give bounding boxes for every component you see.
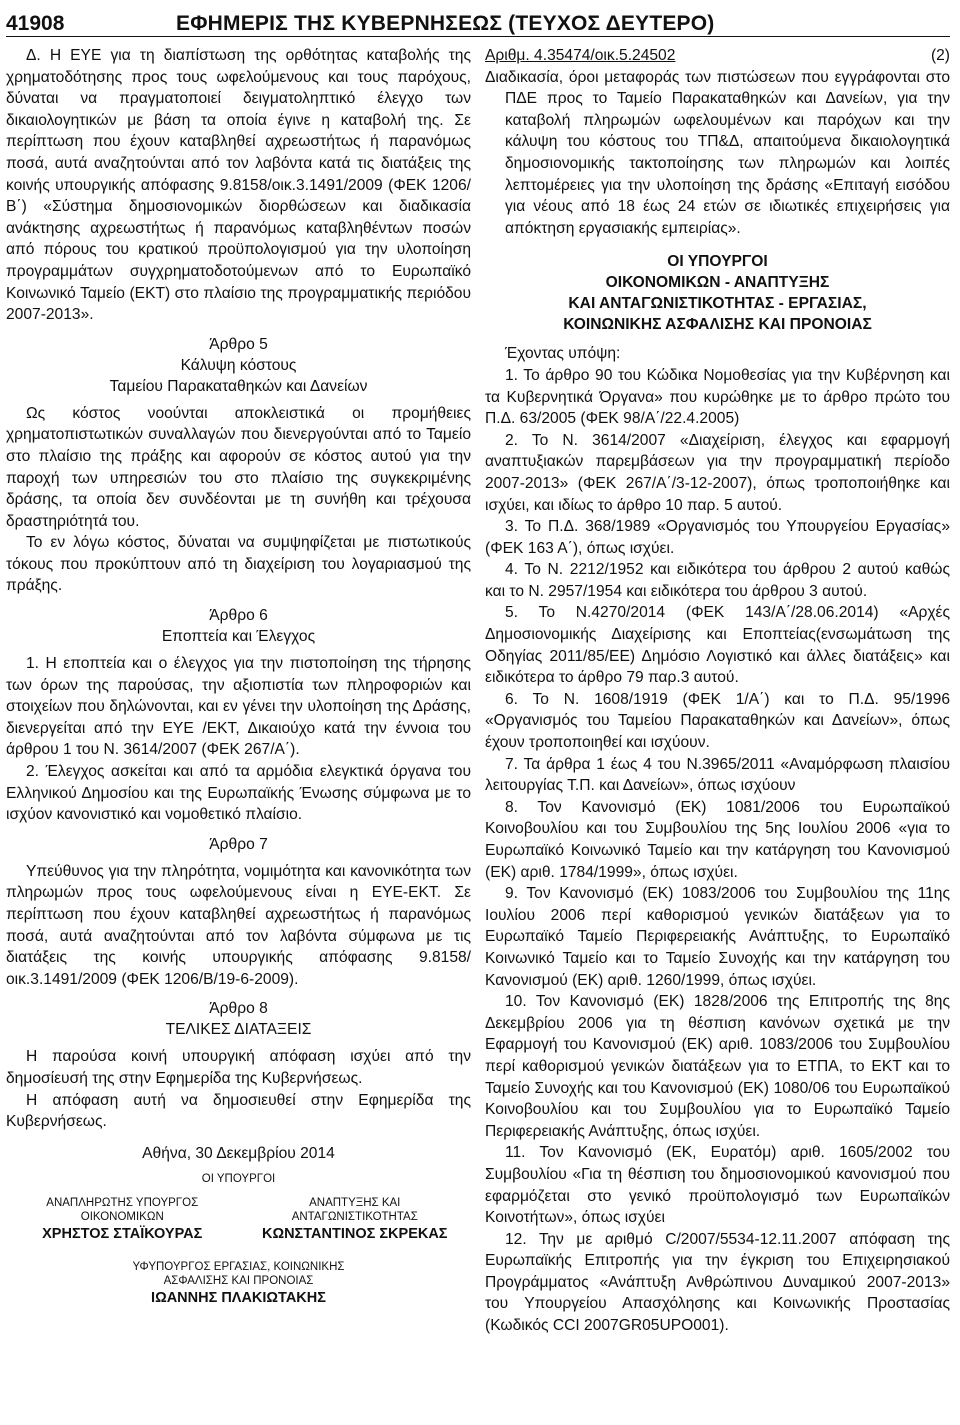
article-6-paragraph-1: 1. Η εποπτεία και ο έλεγχος για την πιστοποίηση της τήρησης των όρων της παρούσας, την αξιοπιστία των πληροφοριών και στοιχείων που δηλώνονται, και εν γένει την υλοποίηση της Δράσης, διενεργείται από την ΕΥΕ /ΕΚΤ, Δικαιούχο κατά την έννοια του άρθρου 1 του Ν. 3614/2007 (ΦΕΚ 267/Α΄). — [6, 655, 471, 759]
signatory-2-title-line1: ΑΝΑΠΤΥΞΗΣ ΚΑΙ — [309, 1197, 401, 1210]
signature-block — [6, 1143, 471, 1309]
article-6-heading — [6, 605, 471, 647]
signatory-1-title-line2: ΟΙΚΟΝΟΜΙΚΩΝ — [80, 1211, 164, 1224]
ministers-heading-line1: ΟΙ ΥΠΟΥΡΓΟΙ — [667, 253, 768, 271]
signatory-1 — [6, 1196, 239, 1244]
recital-item: 3. Το Π.Δ. 368/1989 «Οργανισμός του Υπουργείου Εργασίας» (ΦΕΚ 163 Α΄), όπως ισχύει. — [485, 518, 950, 557]
signatory-1-title-line1: ΑΝΑΠΛΗΡΩΤΗΣ ΥΠΟΥΡΓΟΣ — [46, 1197, 199, 1210]
ministers-heading-line2: ΟΙΚΟΝΟΜΙΚΩΝ - ΑΝΑΠΤΥΞΗΣ — [605, 274, 830, 292]
article-5-paragraph-2: Το εν λόγω κόστος, δύναται να συμψηφίζεται με πιστωτικούς τόκους που προκύπτουν από τη διαχείριση του λογαριασμού της πράξης. — [6, 534, 471, 595]
recital-item: 12. Την με αριθμό C/2007/5534-12.11.2007 απόφαση της Ευρωπαϊκής Επιτροπής για την έγκριση του Επιχειρησιακού Προγράμματος «Ανάπτυξη Ανθρώπινου Δυναμικού 2007-2013» του Υπουργείου Απασχόλησης και Κοινωνικής Προστασίας (Κωδικός CCI 2007GR05UPO001). — [485, 1230, 950, 1335]
page-header — [6, 0, 950, 37]
recital-item: 6. Το Ν. 1608/1919 (ΦΕΚ 1/Α΄) και το Π.Δ. 95/1996 «Οργανισμός του Ταμείου Παρακαταθηκών και Δανείων», όπως έχουν τροποποιηθεί και ισχύουν. — [485, 690, 950, 752]
article-7-paragraph-1: Υπεύθυνος για την πληρότητα, νομιμότητα και κανονικότητα των πληρωμών προς τους ωφελούμενους είναι η ΕΥΕ-ΕΚΤ. Σε περίπτωση που έχουν καταβληθεί αχρεωστήτως ή παρανόμως ποσά, αυτά αναζητούνται από τον λαβόντα σύμφωνα με τις διατάξεις της κοινής υπουργικής απόφασης 9.8158/οικ.3.1491/2009 (ΦΕΚ 1206/Β/19-6-2009). — [6, 862, 471, 988]
place-date: Αθήνα, 30 Δεκεμβρίου 2014 — [142, 1144, 335, 1162]
right-column — [485, 45, 950, 1337]
having-regard: Έχοντας υπόψη: — [505, 345, 621, 363]
signatory-2 — [239, 1196, 472, 1244]
article-5-heading — [6, 334, 471, 397]
article-8-heading — [6, 998, 471, 1040]
recital-item: 7. Τα άρθρα 1 έως 4 του Ν.3965/2011 «Αναμόρφωση πλαισίου λειτουργίας Τ.Π. και Δανείων», όπως ισχύουν — [485, 755, 950, 795]
recital-item: 11. Τον Κανονισμό (ΕΚ, Ευρατόμ) αριθ. 1605/2002 του Συμβουλίου «Για τη θέσπιση του δημοσιονομικού κανονισμού που εφαρμόζεται στο γενικό προϋπολογισμό των Ευρωπαϊκών Κοινοτήτων», όπως ισχύει — [485, 1144, 950, 1227]
ministers-label: ΟΙ ΥΠΟΥΡΓΟΙ — [201, 1173, 276, 1186]
article-7-heading — [6, 834, 471, 855]
signatory-3-title-line2: ΑΣΦΑΛΙΣΗΣ ΚΑΙ ΠΡΟΝΟΙΑΣ — [163, 1275, 314, 1288]
article-6-title: Εποπτεία και Έλεγχος — [161, 628, 316, 646]
signatory-3-name: ΙΩΑΝΝΗΣ ΠΛΑΚΙΩΤΑΚΗΣ — [151, 1290, 326, 1307]
recital-item: 1. Το άρθρο 90 του Κώδικα Νομοθεσίας για την Κυβέρνηση και τα Κυβερνητικά Όργανα» που κυρώθηκε με το άρθρο πρώτο του Π.Δ. 63/2005 (ΦΕΚ 98/Α΄/22.4.2005) — [485, 366, 950, 428]
recital-item: 8. Τον Κανονισμό (ΕΚ) 1081/2006 του Ευρωπαϊκού Κοινοβουλίου και του Συμβουλίου της 5ης Ιουλίου 2006 «για το Ευρωπαϊκό Κοινωνικό Ταμείο και την κατάργηση του Κανονισμού (ΕΚ) αριθ. 1784/1999», όπως ισχύει. — [485, 798, 950, 881]
recital-item: 4. Το Ν. 2212/1952 και ειδικότερα του άρθρου 2 αυτού καθώς και το Ν. 2957/1954 και ειδικότερα του άρθρου 3 αυτού. — [485, 561, 950, 600]
ministers-heading-line3: ΚΑΙ ΑΝΤΑΓΩΝΙΣΤΙΚΟΤΗΤΑΣ - ΕΡΓΑΣΙΑΣ, — [568, 295, 867, 313]
article-6-number: Άρθρο 6 — [209, 607, 268, 625]
decision-title: Διαδικασία, όροι μεταφοράς των πιστώσεων που εγγράφονται στο ΠΔΕ προς το Ταμείο Παρακαταθηκών και Δανείων, για την καταβολή πληρωμών ωφελουμένων και παρόχων και την κάλυψη του κόστους του ΤΠ&Δ, απαιτούμενα δικαιολογητικά δημοσιονομικής τακτοποίησης των πληρωμών και λοιπές λεπτομέρειες για την υλοποίηση της δράσης «Επιταγή εισόδου για νέους από 18 έως 24 ετών σε ιδιωτικές επιχειρήσεις για απόκτηση εργασιακής εμπειρίας». — [485, 68, 950, 237]
recital-item: 10. Τον Κανονισμό (ΕΚ) 1828/2006 της Επιτροπής της 8ης Δεκεμβρίου 2006 για τη θέσπιση κανόνων σχετικά με την Εφαρμογή του Κανονισμού (ΕΚ) αριθ. 1083/2006 του Συμβουλίου περί καθορισμού γενικών διατάξεων για το ΕΤΠΑ, το ΕΚΤ και το Ταμείο Συνοχής και του Κανονισμού (ΕΚ) 1080/06 του Ευρωπαϊκού Κοινοβουλίου και του Συμβουλίου για το Ευρωπαϊκό Ταμείο Περιφερειακής Ανάπτυξης, όπως ισχύει. — [485, 993, 950, 1140]
page-number: 41908 — [6, 12, 65, 35]
article-8-paragraph-1: Η παρούσα κοινή υπουργική απόφαση ισχύει από την δημοσίευσή της στην Εφημερίδα της Κυβερνήσεως. — [6, 1048, 471, 1087]
ministers-heading — [485, 251, 950, 335]
recital-item: 9. Τον Κανονισμό (ΕΚ) 1083/2006 του Συμβουλίου της 11ης Ιουλίου 2006 περί καθορισμού γενικών διατάξεων για το Ευρωπαϊκό Ταμείο Περιφερειακής Ανάπτυξης, το Ευρωπαϊκό Κοινωνικό Ταμείο και το Ταμείο Συνοχής και την κατάργηση του Κανονισμού (ΕΚ) αριθ. 1260/1999, όπως ισχύει. — [485, 885, 950, 989]
article-8-number: Άρθρο 8 — [209, 1000, 268, 1018]
article-6-paragraph-2: 2. Έλεγχος ασκείται και από τα αρμόδια ελεγκτικά όργανα του Ελληνικού Δημοσίου και της Ευρωπαϊκής Ένωσης σύμφωνα με το ισχύον κανονιστικό και νομοθετικό πλαίσιο. — [6, 763, 471, 824]
article-5-number: Άρθρο 5 — [209, 335, 268, 353]
article-5-title-line1: Κάλυψη κόστους — [180, 356, 297, 374]
signatory-2-title-line2: ΑΝΤΑΓΩΝΙΣΤΙΚΟΤΗΤΑΣ — [291, 1211, 418, 1224]
decision-index: (2) — [930, 47, 950, 64]
signatory-3 — [6, 1260, 471, 1308]
recital-item: 5. Το Ν.4270/2014 (ΦΕΚ 143/Α΄/28.06.2014) «Αρχές Δημοσιονομικής Διαχείρισης και Εποπτείας(ενσωμάτωση της Οδηγίας 2011/85/ΕΕ) Δημόσιο Λογιστικό και άλλες διατάξεις» και ειδικότερα το άρθρο 79 παρ.3 αυτού. — [485, 604, 950, 687]
article-8-title: ΤΕΛΙΚΕΣ ΔΙΑΤΑΞΕΙΣ — [165, 1021, 312, 1039]
signatory-3-title-line1: ΥΦΥΠΟΥΡΓΟΣ ΕΡΓΑΣΙΑΣ, ΚΟΙΝΩΝΙΚΗΣ — [132, 1261, 345, 1274]
signatory-1-name: ΧΡΗΣΤΟΣ ΣΤΑΪΚΟΥΡΑΣ — [42, 1226, 203, 1243]
paragraph-delta: Δ. Η ΕΥΕ για τη διαπίστωση της ορθότητας καταβολής της χρηματοδότησης προς τους ωφελούμενους και τους παρόχους, δύναται να πραγματοποιεί δειγματοληπτικό έλεγχο των δικαιολογητικών με βάση τα οποία έγινε η καταβολή της. Σε περίπτωση που έχουν καταβληθεί αχρεωστήτως ή παρανόμως ποσά, αυτά αναζητούνται από τον λαβόντα κατά τις διατάξεις της κοινής υπουργικής απόφασης 9.8158/οικ.3.1491/2009 (ΦΕΚ 1206/Β΄) «Σύστημα δημοσιονομικών διορθώσεων και διαδικασία ανάκτησης αχρεωστήτως ή παρανόμως καταβληθέντων ποσών από πόρους του κρατικού προϋπολογισμού για την υλοποίηση προγραμμάτων συγχρηματοδοτούμενων από το Ευρωπαϊκό Κοινωνικό Ταμείο (ΕΚΤ) στο πλαίσιο της προγραμματικής περιόδου 2007-2013». — [6, 47, 471, 324]
ministers-heading-line4: ΚΟΙΝΩΝΙΚΗΣ ΑΣΦΑΛΙΣΗΣ ΚΑΙ ΠΡΟΝΟΙΑΣ — [563, 316, 872, 334]
decision-reference — [485, 45, 950, 67]
decision-number: Αριθμ. 4.35474/οικ.5.24502 — [485, 47, 676, 64]
article-5-paragraph-1: Ως κόστος νοούνται αποκλειστικά οι προμήθειες χρηματοπιστωτικών συναλλαγών που διενεργούνται από το Ταμείο στο πλαίσιο της πράξης και αφορούν σε κόστος αυτού για την παροχή των υπηρεσιών του στο πλαίσιο της συγκεκριμένης δράσης, τα οποία δεν συνδέονται με τη συνήθη και τρέχουσα δραστηριότητά του. — [6, 404, 471, 530]
recital-item: 2. Το Ν. 3614/2007 «Διαχείριση, έλεγχος και εφαρμογή αναπτυξιακών παρεμβάσεων για την προγραμματική περίοδο 2007-2013» (ΦΕΚ 267/Α΄/3-12-2007), όπως τροποποιήθηκε και ισχύει, και ιδίως το άρθρο 10 παρ. 5 αυτού. — [485, 431, 950, 514]
article-8-paragraph-2: Η απόφαση αυτή να δημοσιευθεί στην Εφημερίδα της Κυβερνήσεως. — [6, 1091, 471, 1131]
article-5-title-line2: Ταμείου Παρακαταθηκών και Δανείων — [109, 377, 368, 395]
gazette-title: ΕΦΗΜΕΡΙΣ ΤΗΣ ΚΥΒΕΡΝΗΣΕΩΣ (ΤΕΥΧΟΣ ΔΕΥΤΕΡΟ) — [176, 12, 715, 35]
article-7-number: Άρθρο 7 — [209, 835, 268, 853]
left-column — [6, 45, 471, 1337]
signatory-2-name: ΚΩΝΣΤΑΝΤΙΝΟΣ ΣΚΡΕΚΑΣ — [261, 1226, 448, 1243]
